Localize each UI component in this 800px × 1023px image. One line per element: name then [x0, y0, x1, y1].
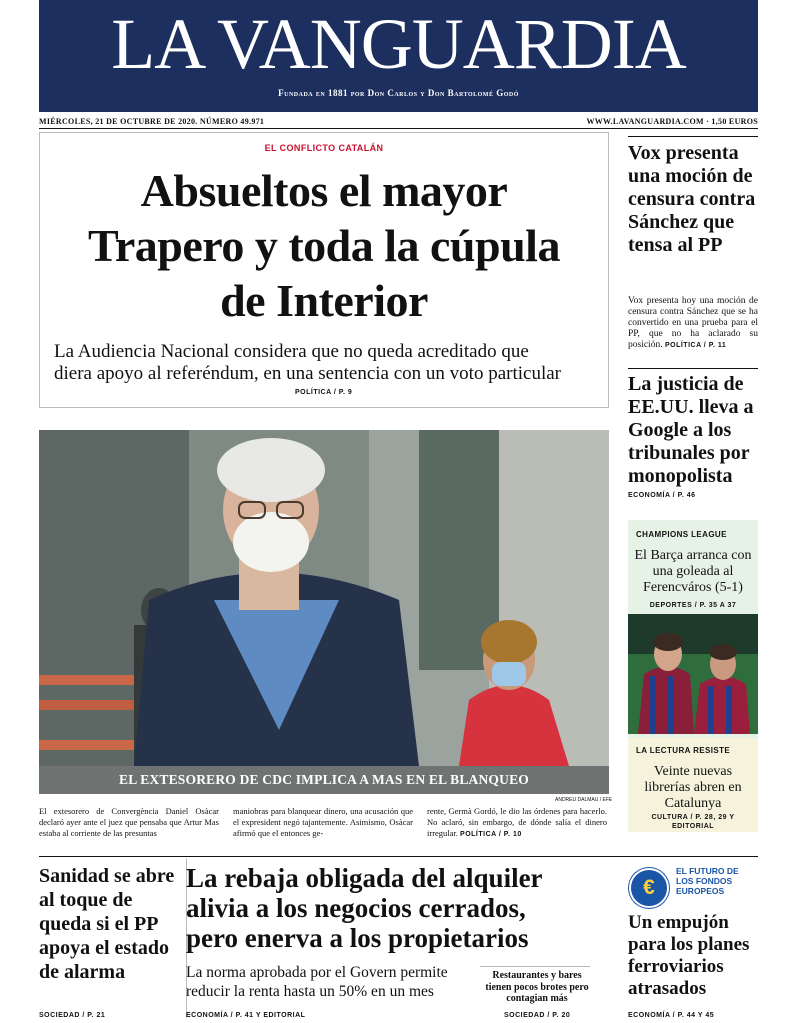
google-headline: La justicia de EE.UU. lleva a Google a los tribunales por monopolista: [628, 373, 754, 487]
alquiler-headline-line-3: pero enerva a los propietarios: [186, 923, 529, 953]
champions-section: DEPORTES / P. 35 A 37: [649, 602, 737, 609]
masthead: [39, 0, 758, 112]
champions-headline: El Barça arranca con una goleada al Ferencváros (5-1): [634, 548, 752, 595]
photo-text-col-1: El extesorero de Convergència Daniel Osàcar declaró ayer ante el juez que pensaba que Artur Mas estaba al corriente de las presuntas: [39, 806, 219, 838]
fondos-title: EL FUTURO DE LOS FONDOS EUROPEOS: [676, 866, 739, 896]
lead-headline-line-2: Trapero y toda la cúpula: [88, 220, 560, 271]
lectura-box: [628, 738, 758, 832]
photo-credit: ANDREU DALMAU / EFE: [555, 797, 613, 803]
fondos-section: ECONOMÍA / P. 44 Y 45: [628, 1012, 715, 1019]
photo-text-col-3: [427, 806, 607, 840]
photo-caption: EL EXTESORERO DE CDC IMPLICA A MAS EN EL BLANQUEO: [39, 766, 609, 794]
google-section: ECONOMÍA / P. 46: [628, 492, 696, 499]
sidebar-rule: [628, 136, 758, 137]
restaurantes-headline: Restaurantes y bares tienen pocos brotes pero contagian más: [485, 970, 589, 1004]
lead-story: [39, 132, 609, 408]
sanidad-section: SOCIEDAD / P. 21: [39, 1012, 106, 1019]
fondos-rule: [628, 856, 758, 857]
fondos-headline: Un empujón para los planes ferroviarios atrasados: [628, 912, 750, 999]
alquiler-headline-line-2: alivia a los negocios cerrados,: [186, 893, 526, 923]
vox-body-text: Vox presenta hoy una moción de censura contra Sánchez que se ha convertido en una prueba para el PP, que no ha aclarado su posición.: [628, 296, 758, 350]
champions-photo: [628, 614, 758, 734]
alquiler-section: ECONOMÍA / P. 41 Y EDITORIAL: [186, 1012, 306, 1019]
lectura-title: LA LECTURA RESISTE: [636, 746, 731, 755]
dateline: MIÉRCOLES, 21 DE OCTUBRE DE 2020. NÚMERO 49.971: [39, 117, 265, 126]
lead-deck-line-1: La Audiencia Nacional considera que no queda acreditado que: [54, 341, 529, 362]
restaurantes-rule: [480, 966, 590, 967]
euro-icon: €: [629, 868, 669, 908]
lead-section: POLÍTICA / P. 9: [295, 389, 353, 396]
lead-headline-line-1: Absueltos el mayor: [140, 165, 508, 216]
newspaper-name: LA VANGUARDIA: [111, 4, 686, 84]
vox-headline: Vox presenta una moción de censura contra Sánchez que tensa al PP: [628, 142, 756, 256]
top-rule: [39, 128, 758, 129]
sanidad-headline: Sanidad se abre al toque de queda si el PP apoya el estado de alarma: [39, 865, 175, 983]
price-line: WWW.LAVANGUARDIA.COM · 1,50 EUROS: [586, 117, 758, 126]
alquiler-headline-line-1: La rebaja obligada del alquiler: [186, 863, 543, 893]
lead-headline-line-3: de Interior: [220, 275, 428, 326]
champions-box: [628, 520, 758, 756]
alquiler-deck-line-2: reducir la renta hasta un 50% en un mes: [186, 983, 434, 1000]
founded-line: Fundada en 1881 por Don Carlos y Don Bartolomé Godó: [278, 88, 519, 98]
champions-title: CHAMPIONS LEAGUE: [636, 530, 727, 539]
photo-text-col-3-body: rente, Germà Gordó, le dio las órdenes para hacerlo. No aclaró, sin embargo, de dónde salía el dinero irregular.: [427, 806, 607, 838]
lectura-headline: Veinte nuevas librerías abren en Catalunya: [644, 764, 742, 811]
lectura-section: CULTURA / P. 28, 29 Y EDITORIAL: [651, 814, 735, 830]
restaurantes-section: SOCIEDAD / P. 20: [504, 1012, 571, 1019]
photo-text-col-3-section: POLÍTICA / P. 10: [460, 831, 522, 838]
photo-text-col-2: maniobras para blanquear dinero, una acusación que el expresident negó tajantemente. Asimismo, Osàcar afirmó que el entonces ge-: [233, 806, 413, 838]
lead-photo: [39, 430, 609, 766]
lead-kicker: EL CONFLICTO CATALÁN: [264, 143, 384, 153]
photo-illustration: [39, 430, 609, 766]
vox-section: POLÍTICA / P. 11: [664, 342, 727, 349]
alquiler-deck-line-1: La norma aprobada por el Govern permite: [186, 964, 448, 981]
sidebar-rule-2: [628, 368, 758, 369]
vox-body: [628, 296, 758, 351]
lead-deck-line-2: diera apoyo al referéndum, en una sentencia con un voto particular: [54, 363, 561, 384]
